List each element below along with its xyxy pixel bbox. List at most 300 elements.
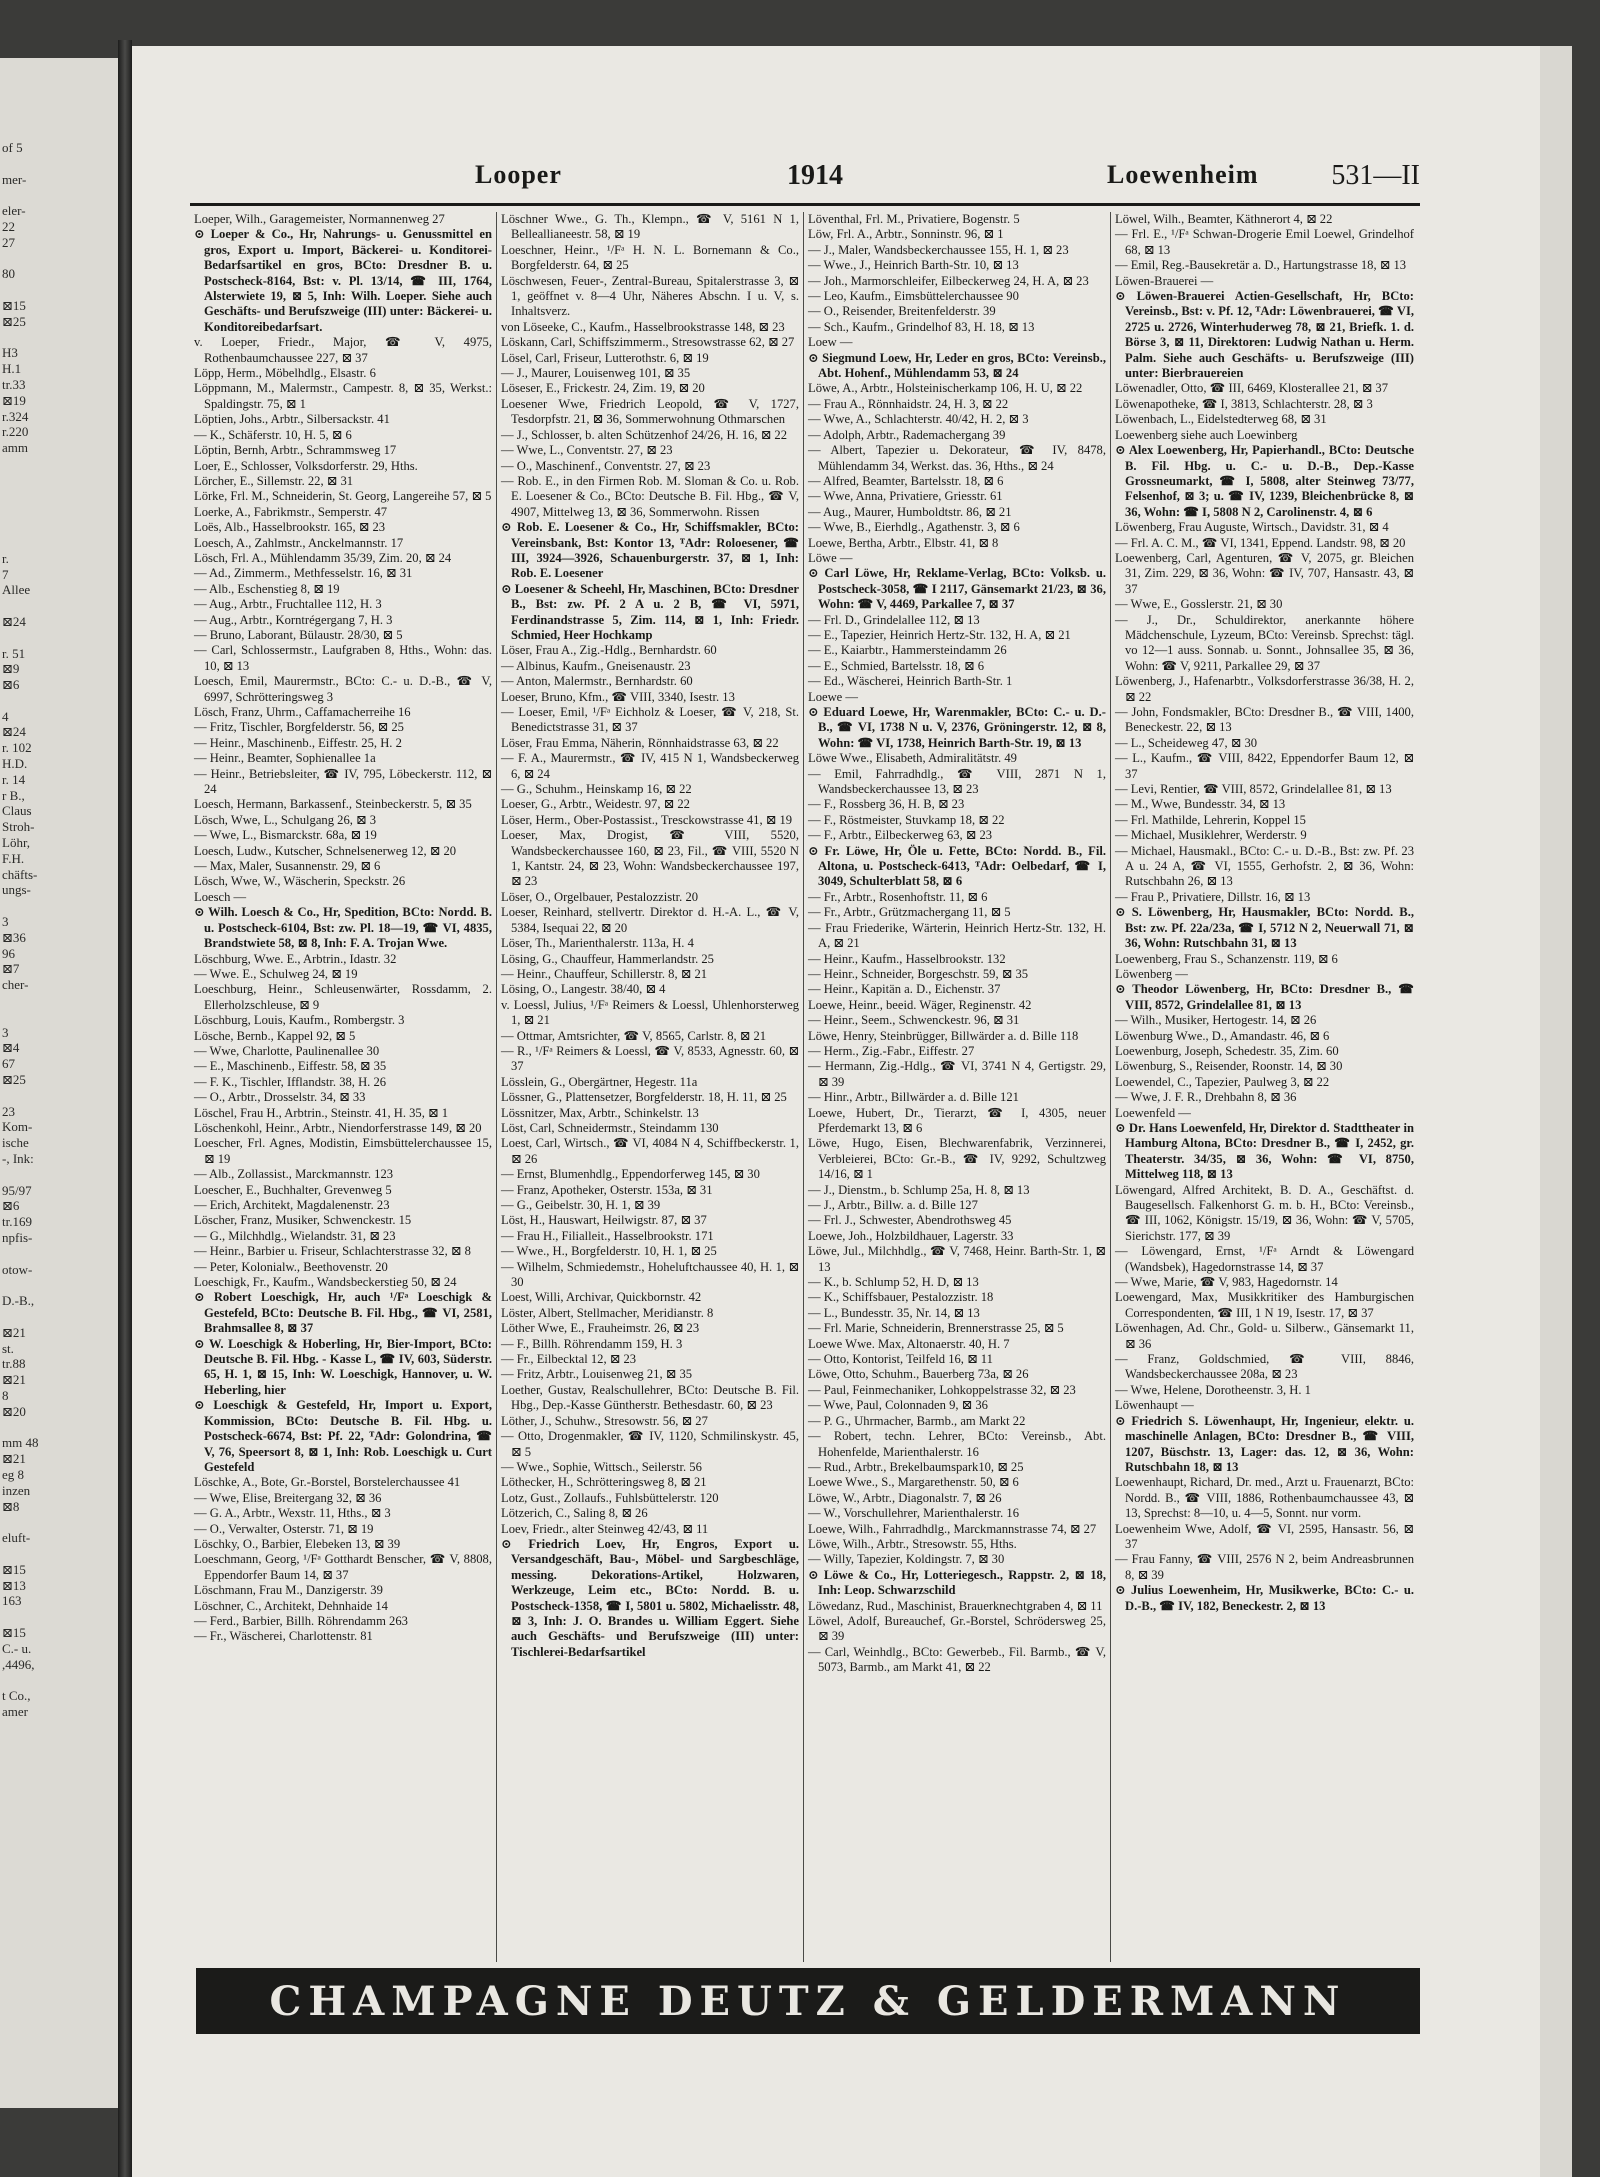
facing-page-line: r. 51	[2, 645, 26, 661]
directory-entry: Löwel, Adolf, Bureauchef, Gr.-Borstel, Schrödersweg 25, ⊠ 39	[808, 1613, 1106, 1644]
directory-entry: Löser, Frau Emma, Näherin, Rönnhaidstrasse 63, ⊠ 22	[501, 735, 779, 750]
directory-entry: — K., Schiffsbauer, Pestalozzistr. 18	[808, 1290, 994, 1305]
facing-page-line: of 5	[2, 140, 23, 155]
facing-page-line: 3	[2, 1024, 9, 1040]
facing-page-line: Löhr,	[2, 835, 30, 851]
directory-entry: ⊙ Eduard Loewe, Hr, Warenmakler, BCto: C.- u. D.-B., ☎ VI, 1738 N u. V, 2376, Gröningerstr. 12, ⊠ 8, Wohn: ☎ VI, 1738, Heinrich Barth-Str. 19, ⊠ 13	[808, 705, 1106, 750]
directory-entry: — Emil, Reg.-Bausekretär a. D., Hartungstrasse 18, ⊠ 13	[1115, 258, 1407, 273]
facing-page-line	[2, 630, 118, 646]
directory-entry: ⊙ Robert Loeschigk, Hr, auch ¹/Fᵃ Loeschigk & Gestefeld, BCto: Deutsche B. Fil. Hbg., ☎ VI, 2581, Brahmsallee 8, ⊠ 37	[194, 1290, 492, 1336]
directory-entry: — Wwe., H., Borgfelderstr. 10, H. 1, ⊠ 25	[501, 1244, 717, 1259]
directory-entry: Löwe, Jul., Milchhdlg., ☎ V, 7468, Heinr. Barth-Str. 1, ⊠ 13	[808, 1244, 1106, 1274]
facing-page-line: ⊠24	[2, 724, 26, 740]
facing-page-line: ⊠6	[2, 1198, 20, 1214]
directory-entry: — Frau Fanny, ☎ VIII, 2576 N 2, beim Andreasbrunnen 8, ⊠ 39	[1115, 1552, 1414, 1582]
directory-entry: — E., Kaiarbtr., Hammersteindamm 26	[808, 643, 1007, 658]
header-year: 1914	[787, 160, 843, 191]
directory-entry: Löser, Herm., Ober-Postassist., Tresckowstrasse 41, ⊠ 19	[501, 812, 793, 827]
directory-entry: — Loeser, Emil, ¹/Fᵃ Eichholz & Loeser, ☎ V, 218, St. Benedictstrasse 31, ⊠ 37	[501, 705, 799, 735]
directory-entry: — Joh., Marmorschleifer, Eilbeckerweg 24, H. A, ⊠ 23	[808, 273, 1089, 288]
directory-entry: — Heinr., Seem., Schwenckestr. 96, ⊠ 31	[808, 1013, 1020, 1028]
facing-page-line: -, Ink:	[2, 1151, 34, 1166]
directory-entry: — Hermann, Zig.-Hdlg., ☎ VI, 3741 N 4, Gertigstr. 29, ⊠ 39	[808, 1059, 1106, 1089]
directory-entry: Lösche, Bernb., Kappel 92, ⊠ 5	[194, 1028, 356, 1043]
directory-entry: ⊙ Löwen-Brauerei Actien-Gesellschaft, Hr, BCto: Vereinsb., Bst: v. Pf. 12, ᵀAdr: Löwenbrauerei, ☎ VI, 2725 u. 2726, Winterhuderweg 78, ⊠ 21, Briefk. 1. d. Börse 3, ⊠ 11, Direktoren: Ludwig Nathan u. Herm. Palm. Siehe auch Geschäfts- u. Berufszweige (III) unter: Bierbrauereien	[1115, 289, 1414, 381]
directory-entry: — F., Arbtr., Eilbeckerweg 63, ⊠ 23	[808, 828, 993, 843]
directory-entry: Löst, Carl, Schneidermstr., Steindamm 130	[501, 1120, 719, 1135]
facing-page-line: ische	[2, 1135, 29, 1151]
directory-entry: Löser, Frau A., Zig.-Hdlg., Bernhardstr. 60	[501, 643, 717, 658]
directory-entry: — Fr., Arbtr., Rosenhoftstr. 11, ⊠ 6	[808, 889, 988, 904]
directory-entry: von Löseeke, C., Kaufm., Hasselbrookstrasse 148, ⊠ 23	[501, 319, 785, 334]
page-edge	[1540, 46, 1572, 2177]
facing-page-line: 7	[2, 566, 9, 582]
directory-entry: Loewenheim Wwe, Adolf, ☎ VI, 2595, Hansastr. 56, ⊠ 37	[1115, 1521, 1414, 1551]
directory-entry: Loewenfeld —	[1115, 1105, 1191, 1120]
header-rule	[190, 203, 1420, 206]
directory-entry: Loesch, Emil, Maurermstr., BCto: C.- u. D.-B., ☎ V, 6997, Schrötteringsweg 3	[194, 674, 492, 704]
column-1	[190, 212, 497, 1962]
directory-entry: Loesch, Ludw., Kutscher, Schnelsenerweg 12, ⊠ 20	[194, 843, 457, 858]
directory-entry: Löptin, Bernh, Arbtr., Schrammsweg 17	[194, 443, 397, 458]
column-2	[497, 212, 804, 1962]
directory-entry: Löwe, Hugo, Eisen, Blechwarenfabrik, Verzinnerei, Verbleierei, BCto: Gr.-B., ☎ IV, 9292, Schultzweg 14/16, ⊠ 1	[808, 1136, 1106, 1182]
facing-page-line: ⊠8	[2, 1498, 20, 1514]
directory-entry: — Fr., Eilbecktal 12, ⊠ 23	[501, 1352, 637, 1367]
directory-entry: — Albinus, Kaufm., Gneisenaustr. 23	[501, 658, 691, 673]
directory-entry: Loerke, A., Fabrikmstr., Semperstr. 47	[194, 504, 388, 519]
directory-entry: — Wilh., Musiker, Hertogestr. 14, ⊠ 26	[1115, 1013, 1317, 1028]
directory-entry: Löwe, Wilh., Arbtr., Stresowstr. 55, Hths.	[808, 1536, 1017, 1551]
directory-entry: — Franz, Goldschmied, ☎ VIII, 8846, Wandsbeckerchaussee 208a, ⊠ 23	[1115, 1352, 1414, 1382]
directory-entry: — L., Scheideweg 47, ⊠ 30	[1115, 735, 1258, 750]
facing-page-text	[0, 58, 118, 1720]
directory-entry: ⊙ Rob. E. Loesener & Co., Hr, Schiffsmakler, BCto: Vereinsbank, Bst: Kontor 13, ᵀAdr: Roloesener, ☎ III, 3924—3926, Schauenburgerstr. 37, ⊠ 1, Inh: Rob. E. Loesener	[501, 520, 799, 581]
facing-page-line: mer-	[2, 171, 27, 187]
directory-entry: — G. A., Arbtr., Wexstr. 11, Hths., ⊠ 3	[194, 1506, 391, 1521]
facing-page-line: 80	[2, 266, 15, 282]
directory-entry: — Aug., Arbtr., Korntrégergang 7, H. 3	[194, 612, 393, 627]
directory-entry: Löwenhagen, Ad. Chr., Gold- u. Silberw., Gänsemarkt 11, ⊠ 36	[1115, 1321, 1414, 1351]
facing-page-line	[2, 1546, 118, 1562]
directory-entry: — Aug., Arbtr., Fruchtallee 112, H. 3	[194, 597, 382, 612]
directory-entry: — Frl. Marie, Schneiderin, Brennerstrasse 25, ⊠ 5	[808, 1321, 1064, 1336]
facing-page-line: ⊠15	[2, 1624, 26, 1640]
facing-page-line	[2, 156, 118, 172]
directory-entry: ⊙ Loesener & Scheehl, Hr, Maschinen, BCto: Dresdner B., Bst: zw. Pf. 2 A u. 2 B, ☎ VI, 5971, Ferdinandstrasse 5, Zim. 114, ⊠ 1, Inh: Friedr. Schmied, Heer Hochkamp	[501, 581, 799, 642]
directory-entry: — K., Schäferstr. 10, H. 5, ⊠ 6	[194, 427, 352, 442]
directory-entry: — Max, Maler, Susannenstr. 29, ⊠ 6	[194, 859, 381, 874]
facing-page-line: ⊠25	[2, 1072, 26, 1088]
column-3	[804, 212, 1111, 1962]
facing-page-line	[2, 1009, 118, 1025]
directory-entry: ⊙ Fr. Löwe, Hr, Öle u. Fette, BCto: Nordd. B., Fil. Altona, u. Postscheck-6413, ᵀAdr: Oelbedarf, ☎ I, 3049, Schulterblatt 58, ⊠ 6	[808, 843, 1106, 889]
directory-entry: — Michael, Musiklehrer, Werderstr. 9	[1115, 828, 1307, 843]
directory-entry: Loeser, Bruno, Kfm., ☎ VIII, 3340, Isestr. 13	[501, 689, 735, 704]
directory-entry: — F. K., Tischler, Ifflandstr. 38, H. 26	[194, 1074, 387, 1089]
directory-entry: — Ad., Zimmerm., Methfesselstr. 16, ⊠ 31	[194, 566, 413, 581]
directory-entry: — J., Maurer, Louisenweg 101, ⊠ 35	[501, 366, 691, 381]
directory-entry: Lösing, G., Chauffeur, Hammerlandstr. 25	[501, 951, 714, 966]
facing-page-line: chäfts-	[2, 866, 38, 882]
directory-entry: Löwedanz, Rud., Maschinist, Brauerknechtgraben 4, ⊠ 11	[808, 1598, 1103, 1613]
directory-entry: — G., Geibelstr. 30, H. 1, ⊠ 39	[501, 1198, 661, 1212]
directory-entry: Löster, Albert, Stellmacher, Meridianstr. 8	[501, 1305, 714, 1320]
directory-entry: Löther Wwe, E., Frauheimstr. 26, ⊠ 23	[501, 1321, 700, 1336]
page-number: 531—II	[1331, 160, 1420, 191]
directory-columns	[190, 212, 1420, 1962]
facing-page-line: ⊠20	[2, 1403, 26, 1419]
directory-entry: — Heinr., Schneider, Borgeschstr. 59, ⊠ 35	[808, 966, 1029, 981]
directory-entry: — Sch., Kaufm., Grindelhof 83, H. 18, ⊠ 13	[808, 319, 1035, 334]
facing-page-line	[2, 1609, 118, 1625]
directory-entry: Loeper, Wilh., Garagemeister, Normannenweg 27	[194, 212, 445, 226]
directory-entry: — Ed., Wäscherei, Heinrich Barth-Str. 1	[808, 674, 1013, 689]
directory-entry: ⊙ Friedrich S. Löwenhaupt, Hr, Ingenieur, elektr. u. maschinelle Anlagen, BCto: Dresdner B., ☎ VIII, 1207, Büschstr. 13, Lager: das. 12, ⊠ 36, Wohn: Rutschbahn 18, ⊠ 13	[1115, 1413, 1414, 1474]
directory-entry: — Wwe, B., Eierhdlg., Agathenstr. 3, ⊠ 6	[808, 520, 1020, 535]
directory-entry: Loës, Alb., Hasselbrookstr. 165, ⊠ 23	[194, 520, 386, 535]
facing-page-line: F.H.	[2, 850, 25, 866]
facing-page-line: eler-	[2, 203, 26, 219]
facing-page-line: ⊠21	[2, 1324, 26, 1340]
directory-entry: Lössnitzer, Max, Arbtr., Schinkelstr. 13	[501, 1105, 699, 1120]
directory-entry: Lörke, Frl. M., Schneiderin, St. Georg, Langereihe 57, ⊠ 5	[194, 489, 492, 504]
directory-entry: Löscher, Franz, Musiker, Schwenckestr. 15	[194, 1213, 412, 1228]
directory-entry: Löwengard, Alfred Architekt, B. D. A., Geschäftst. d. Baugesellsch. Falkenhorst G. m. b. H., BCto: Vereinsb., ☎ III, 1062, Königstr. 15/19, ⊠ 36, Wohn: ☎ V, 5705, Sierichstr. 177, ⊠ 39	[1115, 1182, 1414, 1243]
facing-page-line: Allee	[2, 582, 31, 598]
directory-entry: ⊙ Siegmund Loew, Hr, Leder en gros, BCto: Vereinsb., Abt. Hohenf., Mühlendamm 53, ⊠ 24	[808, 350, 1106, 381]
directory-entry: Löser, O., Orgelbauer, Pestalozzistr. 20	[501, 889, 699, 904]
directory-entry: — P. G., Uhrmacher, Barmb., am Markt 22	[808, 1413, 1026, 1428]
facing-page-line	[2, 1246, 118, 1262]
directory-entry: — Leo, Kaufm., Eimsbüttelerchaussee 90	[808, 289, 1019, 304]
directory-entry: — Aug., Maurer, Humboldtstr. 86, ⊠ 21	[808, 504, 1012, 519]
directory-entry: — Franz, Apotheker, Osterstr. 153a, ⊠ 31	[501, 1182, 713, 1197]
directory-entry: — Frau P., Privatiere, Dillstr. 16, ⊠ 13	[1115, 889, 1311, 904]
directory-entry: Löwe —	[808, 550, 853, 565]
directory-entry: v. Loessl, Julius, ¹/Fᵃ Reimers & Loessl, Uhlenhorsterweg 1, ⊠ 21	[501, 997, 799, 1028]
directory-entry: — Alb., Eschenstieg 8, ⊠ 19	[194, 581, 340, 596]
directory-entry: — Fr., Wäscherei, Charlottenstr. 81	[194, 1629, 373, 1644]
directory-entry: Löst, H., Hauswart, Heilwigstr. 87, ⊠ 37	[501, 1213, 707, 1228]
directory-entry: Loewe, Joh., Holzbildhauer, Lagerstr. 33	[808, 1228, 1014, 1243]
directory-entry: — Frl. D., Grindelallee 112, ⊠ 13	[808, 612, 980, 627]
directory-entry: — Fr., Arbtr., Grützmachergang 11, ⊠ 5	[808, 905, 1011, 920]
directory-entry: — Frau Friederike, Wärterin, Heinrich Hertz-Str. 132, H. A, ⊠ 21	[808, 920, 1106, 951]
directory-entry: Löschburg, Wwe. E., Arbtrin., Idastr. 32	[194, 951, 397, 966]
facing-page-line: ,4496,	[2, 1656, 35, 1672]
directory-entry: Löwenburg Wwe., D., Amandastr. 46, ⊠ 6	[1115, 1028, 1330, 1043]
directory-entry: ⊙ Loeschigk & Gestefeld, Hr, Import u. Export, Kommission, BCto: Deutsche B. Fil. Hbg. u. Postscheck-6674, Bst: Pf. 22, ᵀAdr: Golondrina, ☎ V, 76, Speersort 8, ⊠ 1, Inh: Rob. Loeschigk u. Curt Gestefeld	[194, 1398, 492, 1474]
directory-entry: — Wwe, Elise, Breitergang 32, ⊠ 36	[194, 1490, 382, 1505]
facing-page-line: ⊠19	[2, 392, 26, 408]
facing-page-line: ⊠4	[2, 1040, 20, 1056]
facing-page-line: r B.,	[2, 787, 25, 803]
directory-entry: — Heinr., Betriebsleiter, ☎ IV, 795, Löbeckerstr. 112, ⊠ 24	[194, 766, 492, 797]
directory-entry: — Willy, Tapezier, Koldingstr. 7, ⊠ 30	[808, 1552, 1005, 1567]
directory-entry: Lösing, O., Langestr. 38/40, ⊠ 4	[501, 982, 666, 997]
directory-entry: — Frl. A. C. M., ☎ VI, 1341, Eppend. Landstr. 98, ⊠ 20	[1115, 535, 1406, 550]
directory-entry: Loest, Carl, Wirtsch., ☎ VI, 4084 N 4, Schiffbeckerstr. 1, ⊠ 26	[501, 1136, 799, 1166]
directory-entry: — L., Bundesstr. 35, Nr. 14, ⊠ 13	[808, 1305, 980, 1320]
facing-page-line	[2, 1277, 118, 1293]
directory-entry: Loewendel, C., Tapezier, Paulweg 3, ⊠ 22	[1115, 1074, 1330, 1089]
directory-entry: — Heinr., Barbier u. Friseur, Schlachterstrasse 32, ⊠ 8	[194, 1244, 471, 1259]
facing-page-line	[2, 251, 118, 267]
facing-page-line	[2, 1088, 118, 1104]
directory-entry: Löwenberg, J., Hafenarbtr., Volksdorferstrasse 36/38, H. 2, ⊠ 22	[1115, 674, 1414, 704]
facing-page-line	[2, 598, 118, 614]
directory-entry: — Wwe, Charlotte, Paulinenallee 30	[194, 1043, 380, 1058]
facing-page-line: Kom-	[2, 1119, 33, 1135]
directory-entry: — Wwe, Marie, ☎ V, 983, Hagedornstr. 14	[1115, 1275, 1338, 1290]
facing-page-line	[2, 1309, 118, 1325]
directory-entry: Loesch, A., Zahlmstr., Anckelmannstr. 17	[194, 535, 404, 550]
directory-entry: Loesch, Hermann, Barkassenf., Steinbeckerstr. 5, ⊠ 35	[194, 797, 472, 812]
directory-entry: — Emil, Fahrradhdlg., ☎ VIII, 2871 N 1, Wandsbeckerchaussee 13, ⊠ 23	[808, 766, 1106, 797]
directory-entry: — Löwengard, Ernst, ¹/Fᵃ Arndt & Löwengard (Wandsbek), Hagedornstrasse 14, ⊠ 37	[1115, 1244, 1414, 1274]
directory-entry: — J., Arbtr., Billw. a. d. Bille 127	[808, 1198, 978, 1212]
directory-entry: — Carl, Weinhdlg., BCto: Gewerbeb., Fil. Barmb., ☎ V, 5073, Barmb., am Markt 41, ⊠ 22	[808, 1644, 1106, 1675]
directory-entry: — M., Wwe, Bundesstr. 34, ⊠ 13	[1115, 797, 1286, 812]
directory-entry: — J., Dr., Schuldirektor, anerkannte höhere Mädchenschule, Lyzeum, BCto: Vereinsb. Sprechst: tägl. vo 12—1 auss. Sonnab. u. Sonnt., Johnsallee 35, ⊠ 36, Wohn: ☎ V, 9211, Parkallee 29, ⊠ 37	[1115, 612, 1414, 673]
facing-page-line: 4	[2, 708, 9, 724]
directory-entry: ⊙ Theodor Löwenberg, Hr, BCto: Dresdner B., ☎ VIII, 8572, Grindelallee 81, ⊠ 13	[1115, 982, 1414, 1012]
directory-entry: — Paul, Feinmechaniker, Lohkoppelstrasse 32, ⊠ 23	[808, 1382, 1076, 1397]
directory-entry: Loeschburg, Heinr., Schleusenwärter, Rossdamm, 2. Ellerholzschleuse, ⊠ 9	[194, 982, 492, 1012]
facing-page-line: r.324	[2, 408, 29, 424]
directory-entry: — Wwe. E., Schulweg 24, ⊠ 19	[194, 966, 358, 981]
directory-entry: ⊙ Löwe & Co., Hr, Lotteriegesch., Rappstr. 2, ⊠ 18, Inh: Leop. Schwarzschild	[808, 1567, 1106, 1598]
facing-page-line: H.1	[2, 361, 22, 377]
directory-entry: — Otto, Kontorist, Teilfeld 16, ⊠ 11	[808, 1352, 993, 1367]
directory-entry: — Rob. E., in den Firmen Rob. M. Sloman & Co. u. Rob. E. Loesener & Co., BCto: Deutsche B. Fil. Hbg., ☎ V, 4907, Mittelweg 13, ⊠ 36, Sommerwohn. Rissen	[501, 473, 799, 519]
facing-page-line: t Co.,	[2, 1688, 31, 1704]
facing-page-line	[2, 488, 118, 504]
facing-page-line: 96	[2, 945, 15, 961]
directory-entry: — Wwe, A., Schlachterstr. 40/42, H. 2, ⊠ 3	[808, 412, 1029, 427]
directory-entry: — Erich, Architekt, Magdalenenstr. 23	[194, 1198, 390, 1212]
facing-page-line: ⊠21	[2, 1451, 26, 1467]
directory-entry: Löwenburg, S., Reisender, Roonstr. 14, ⊠ 30	[1115, 1059, 1343, 1074]
directory-entry: Loewe —	[808, 689, 859, 704]
facing-page-line	[2, 535, 118, 551]
directory-entry: Löwe, W., Arbtr., Diagonalstr. 7, ⊠ 26	[808, 1490, 1002, 1505]
directory-entry: — Wilhelm, Schmiedemstr., Hoheluftchaussee 40, H. 1, ⊠ 30	[501, 1259, 799, 1290]
facing-page-line	[2, 456, 118, 472]
facing-page-line	[2, 1514, 118, 1530]
directory-entry: Loewe Wwe., S., Margarethenstr. 50, ⊠ 6	[808, 1475, 1019, 1490]
directory-entry: — John, Fondsmakler, BCto: Dresdner B., ☎ VIII, 1400, Beneckestr. 22, ⊠ 13	[1115, 705, 1414, 735]
facing-page-line: ⊠24	[2, 613, 26, 629]
directory-entry: Lösel, Carl, Friseur, Lutterothstr. 6, ⊠ 19	[501, 350, 709, 365]
directory-entry: — G., Milchhdlg., Wielandstr. 31, ⊠ 23	[194, 1228, 396, 1243]
directory-entry: Löwenhaupt —	[1115, 1398, 1194, 1413]
facing-page-line: ⊠15	[2, 297, 26, 313]
facing-page-line: 27	[2, 234, 15, 250]
directory-entry: Loether, Gustav, Realschullehrer, BCto: Deutsche B. Fil. Hbg., Dep.-Kasse Güntherstr. Bethesdastr. 60, ⊠ 23	[501, 1382, 799, 1413]
directory-entry: Loeser, Reinhard, stellvertr. Direktor d. H.-A. L., ☎ V, 5384, Isequai 22, ⊠ 20	[501, 905, 799, 935]
directory-entry: — Wwe, E., Gosslerstr. 21, ⊠ 30	[1115, 597, 1283, 612]
directory-entry: — R., ¹/Fᵃ Reimers & Loessl, ☎ V, 8533, Agnesstr. 60, ⊠ 37	[501, 1043, 799, 1074]
directory-entry: — Anton, Malermstr., Bernhardstr. 60	[501, 674, 693, 689]
directory-entry: — Frau H., Filialleit., Hasselbrookstr. 171	[501, 1228, 714, 1243]
directory-entry: Loeschner, Heinr., ¹/Fᵃ H. N. L. Bornemann & Co., Borgfelderstr. 64, ⊠ 25	[501, 242, 799, 273]
directory-entry: Lösch, Frl. A., Mühlendamm 35/39, Zim. 20, ⊠ 24	[194, 550, 452, 565]
directory-entry: — Heinr., Kapitän a. D., Eichenstr. 37	[808, 982, 1001, 997]
facing-page-line: 95/97	[2, 1182, 32, 1198]
directory-entry: — Wwe, Anna, Privatiere, Griesstr. 61	[808, 489, 1003, 504]
facing-page-line: npfis-	[2, 1229, 33, 1245]
directory-entry: — Levi, Rentier, ☎ VIII, 8572, Grindelallee 81, ⊠ 13	[1115, 782, 1392, 797]
facing-page-line	[2, 1167, 118, 1183]
directory-entry: ⊙ S. Löwenberg, Hr, Hausmakler, BCto: Nordd. B., Bst: zw. Pf. 22a/23a, ☎ I, 5712 N 2, Neuerwall 71, ⊠ 36, Wohn: Rutschbahn 31, ⊠ 13	[1115, 905, 1414, 951]
directory-entry: — Heinr., Kaufm., Hasselbrookstr. 132	[808, 951, 1006, 966]
directory-entry: — Fritz, Tischler, Borgfelderstr. 56, ⊠ 25	[194, 720, 404, 735]
directory-entry: — Carl, Schlossermstr., Laufgraben 8, Hths., Wohn: das. 10, ⊠ 13	[194, 643, 492, 673]
directory-entry: — Hinr., Arbtr., Billwärder a. d. Bille 121	[808, 1090, 1019, 1105]
directory-entry: — Rud., Arbtr., Brekelbaumspark10, ⊠ 25	[808, 1459, 1024, 1474]
directory-entry: Loev, Friedr., alter Steinweg 42/43, ⊠ 11	[501, 1521, 709, 1536]
directory-entry: — F. A., Maurermstr., ☎ IV, 415 N 1, Wandsbeckerweg 6, ⊠ 24	[501, 751, 799, 781]
directory-entry: Loewenberg siehe auch Loewinberg	[1115, 427, 1298, 442]
directory-entry: — F., Röstmeister, Stuvkamp 18, ⊠ 22	[808, 812, 1005, 827]
directory-entry: — Robert, techn. Lehrer, BCto: Vereinsb., Abt. Hohenfelde, Marienthalerstr. 16	[808, 1429, 1106, 1459]
directory-entry: — Albert, Tapezier u. Dekorateur, ☎ IV, 8478, Mühlendamm 34, Werkst. das. 36, Hths., ⊠ 24	[808, 443, 1106, 473]
directory-entry: Löwenapotheke, ☎ I, 3813, Schlachterstr. 28, ⊠ 3	[1115, 396, 1373, 411]
directory-entry: ⊙ Alex Loewenberg, Hr, Papierhandl., BCto: Deutsche B. Fil. Hbg. u. C.- u. D.-B., Dep.-Kasse Grossneumarkt, ☎ I, 5808, alter Steinweg 73/77, Felsenhof, ⊠ 3; u. ☎ IV, 1239, Bleichenbrücke 8, ⊠ 36, Wohn: ☎ I, 5808 N 2, Carolinenstr. 4, ⊠ 6	[1115, 443, 1414, 519]
directory-entry: Lösch, Wwe, W., Wäscherin, Speckstr. 26	[194, 874, 406, 889]
facing-page-line	[2, 503, 118, 519]
directory-entry: — Wwe, J. F. R., Drehbahn 8, ⊠ 36	[1115, 1090, 1297, 1105]
facing-page-line	[2, 898, 118, 914]
facing-page-line: ⊠7	[2, 961, 20, 977]
directory-entry: ⊙ Carl Löwe, Hr, Reklame-Verlag, BCto: Volksb. u. Postscheck-3058, ☎ I 2117, Gänsemarkt 21/23, ⊠ 36, Wohn: ☎ V, 4469, Parkallee 7, ⊠ 37	[808, 566, 1106, 612]
facing-page-line: r.	[2, 550, 9, 566]
directory-entry: Löwe, A., Arbtr., Holsteinischerkamp 106, H. U, ⊠ 22	[808, 381, 1083, 396]
facing-page-line: r. 14	[2, 771, 26, 787]
facing-page-line	[2, 330, 118, 346]
directory-entry: Lösch, Wwe, L., Schulgang 26, ⊠ 3	[194, 812, 377, 827]
facing-page-line: amm	[2, 440, 28, 456]
facing-page-line	[2, 519, 118, 535]
directory-entry: Lotz, Gust., Zollaufs., Fuhlsbüttelerstr. 120	[501, 1490, 719, 1505]
directory-entry: Löwenberg —	[1115, 966, 1188, 981]
facing-page-line: st.	[2, 1340, 14, 1356]
directory-entry: v. Loeper, Friedr., Major, ☎ V, 4975, Rothenbaumchaussee 227, ⊠ 37	[194, 335, 492, 365]
directory-entry: Löw, Frl. A., Arbtr., Sonninstr. 96, ⊠ 1	[808, 227, 1004, 242]
directory-entry: — W., Vorschullehrer, Marienthalerstr. 16	[808, 1506, 1019, 1521]
directory-entry: Loesch —	[194, 889, 247, 904]
facing-page-line: D.-B.,	[2, 1293, 35, 1309]
directory-entry: — F., Rossberg 36, H. B, ⊠ 23	[808, 797, 965, 812]
facing-page-line	[2, 187, 118, 203]
directory-entry: — Wwe., Sophie, Wittsch., Seilerstr. 56	[501, 1459, 702, 1474]
directory-entry: Lössner, G., Plattensetzer, Borgfelderstr. 18, H. 11, ⊠ 25	[501, 1090, 787, 1105]
directory-entry: Löwen-Brauerei —	[1115, 273, 1214, 288]
directory-entry: Löschner Wwe., G. Th., Klempn., ☎ V, 5161 N 1, Belleallianeestr. 58, ⊠ 19	[501, 212, 799, 242]
directory-entry: — Heinr., Maschinenb., Eiffestr. 25, H. 2	[194, 735, 402, 750]
directory-entry: Loewe, Bertha, Arbtr., Elbstr. 41, ⊠ 8	[808, 535, 999, 550]
directory-entry: Löptien, Johs., Arbtr., Silbersackstr. 41	[194, 412, 390, 427]
column-4	[1111, 212, 1418, 1962]
directory-entry: — J., Dienstm., b. Schlump 25a, H. 8, ⊠ 13	[808, 1182, 1030, 1197]
facing-page-line: ⊠6	[2, 677, 20, 693]
directory-entry: Loeschmann, Georg, ¹/Fᵃ Gotthardt Benscher, ☎ V, 8808, Eppendorfer Baum 14, ⊠ 37	[194, 1552, 492, 1582]
facing-page-line: tr.88	[2, 1356, 26, 1372]
directory-entry: ⊙ Wilh. Loesch & Co., Hr, Spedition, BCto: Nordd. B. u. Postscheck-6104, Bst: zw. Pl. 18—19, ☎ VI, 4835, Brandstwiete 58, ⊠ 8, Inh: F. A. Trojan Wwe.	[194, 905, 492, 951]
directory-entry: Löschner, C., Architekt, Dehnhaide 14	[194, 1598, 388, 1613]
directory-entry: Loest, Willi, Archivar, Quickbornstr. 42	[501, 1290, 702, 1305]
directory-entry: Loewenhaupt, Richard, Dr. med., Arzt u. Frauenarzt, BCto: Nordd. B., ☎ VIII, 1886, Rothenbaumchaussee 43, ⊠ 13, Sprechst: 8—10, u. 4—5, Sonnt. nur vorm.	[1115, 1475, 1414, 1521]
directory-entry: Loew —	[808, 335, 853, 350]
directory-entry: — Ottmar, Amtsrichter, ☎ V, 8565, Carlstr. 8, ⊠ 21	[501, 1028, 767, 1043]
directory-entry: — Alfred, Beamter, Bartelsstr. 18, ⊠ 6	[808, 473, 1004, 488]
directory-entry: Löschke, A., Bote, Gr.-Borstel, Borstelerchaussee 41	[194, 1475, 461, 1490]
directory-entry: Löskann, Carl, Schiffszimmerm., Stresowstrasse 62, ⊠ 27	[501, 335, 795, 350]
directory-entry: — K., b. Schlump 52, H. D, ⊠ 13	[808, 1275, 979, 1290]
directory-entry: ⊙ Friedrich Loev, Hr, Engros, Export u. Versandgeschäft, Bau-, Möbel- und Sargbeschläge, messing. Dekorations-Artikel, Holzwaren, Werkzeuge, Leim etc., BCto: Nordd. B. u. Postscheck-1358, ☎ I, 5801 u. 5802, Michaelisstr. 48, ⊠ 3, Inh: J. O. Brandes u. William Eggert. Siehe auch Geschäfts- und Berufszweige (III) unter: Tischlerei-Bedarfsartikel	[501, 1536, 799, 1659]
directory-entry: Loewenberg, Frau S., Schanzenstr. 119, ⊠ 6	[1115, 951, 1338, 966]
directory-entry: — Wwe, L., Bismarckstr. 68a, ⊠ 19	[194, 828, 377, 843]
directory-entry: Löschel, Frau H., Arbtrin., Steinstr. 41, H. 35, ⊠ 1	[194, 1105, 449, 1120]
directory-entry: Löwel, Wilh., Beamter, Käthnerort 4, ⊠ 22	[1115, 212, 1333, 226]
directory-entry: Loescher, Frl. Agnes, Modistin, Eimsbüttelerchaussee 15, ⊠ 19	[194, 1136, 492, 1166]
directory-entry: — O., Reisender, Breitenfelderstr. 39	[808, 304, 996, 319]
directory-entry: — Michael, Hausmakl., BCto: C.- u. D.-B., Bst: zw. Pf. 23 A u. 24 A, ☎ VI, 1555, Gerhofstr. 2, ⊠ 36, Wohn: Rutschbahn 26, ⊠ 13	[1115, 843, 1414, 889]
directory-entry: Löventhal, Frl. M., Privatiere, Bogenstr. 5	[808, 212, 1020, 226]
facing-page-line: cher-	[2, 977, 29, 993]
facing-page-line: mm 48	[2, 1435, 39, 1451]
facing-page-line: ungs-	[2, 882, 31, 898]
facing-page-line: ⊠15	[2, 1561, 26, 1577]
directory-entry: ⊙ W. Loeschigk & Hoberling, Hr, Bier-Import, BCto: Deutsche B. Fil. Hbg. - Kasse L, ☎ IV, 603, Süderstr. 65, H. 1, ⊠ 15, Inh: W. Loeschigk, Hannover, u. W. Heberling, hier	[194, 1336, 492, 1397]
directory-entry: Lörcher, E., Sillemstr. 22, ⊠ 31	[194, 473, 354, 488]
directory-entry: Loescher, E., Buchhalter, Grevenweg 5	[194, 1182, 392, 1197]
facing-page-line: Claus	[2, 803, 32, 819]
directory-entry: Loeser, Max, Drogist, ☎ VIII, 5520, Wandsbeckerchaussee 160, ⊠ 23, Fil., ☎ VIII, 5520 N 1, Kantstr. 24, ⊠ 23, Wohn: Wandsbeckerchaussee 197, ⊠ 23	[501, 828, 799, 889]
directory-entry: — L., Kaufm., ☎ VIII, 8422, Eppendorfer Baum 12, ⊠ 37	[1115, 751, 1414, 781]
book-gutter	[118, 40, 132, 2177]
directory-entry: Löschky, O., Barbier, Elebeken 13, ⊠ 39	[194, 1536, 401, 1551]
facing-page-line: otow-	[2, 1261, 33, 1277]
facing-page-line: H.D.	[2, 756, 28, 772]
directory-entry: Löwe, Henry, Steinbrügger, Billwärder a. d. Bille 118	[808, 1028, 1079, 1043]
facing-page-line: tr.33	[2, 376, 26, 392]
directory-entry: Löther, J., Schuhw., Stresowstr. 56, ⊠ 27	[501, 1413, 708, 1428]
facing-page-line: Stroh-	[2, 819, 35, 835]
directory-entry: Löpp, Herm., Möbelhdlg., Elsastr. 6	[194, 366, 376, 381]
directory-entry: — Adolph, Arbtr., Rademachergang 39	[808, 427, 1006, 442]
directory-entry: Löschmann, Frau M., Danzigerstr. 39	[194, 1583, 383, 1598]
directory-entry: — Heinr., Beamter, Sophienallee 1a	[194, 751, 376, 766]
header-last-entry: Loewenheim	[1107, 160, 1259, 189]
directory-entry: — Otto, Drogenmakler, ☎ IV, 1120, Schmilinskystr. 45, ⊠ 5	[501, 1429, 799, 1459]
directory-entry: ⊙ Loeper & Co., Hr, Nahrungs- u. Genussmittel en gros, Export u. Import, Bäckerei- u. Konditorei-Bedarfsartikel en gros, BCto: Dresdner B. u. Postscheck-8164, Bst: v. Pl. 13/14, ☎ III, 1764, Alsterwiete 19, ⊠ 5, Inh: Wilh. Loeper. Siehe auch Geschäfts- und Berufszweige (III) unter: Bäckerei- u. Konditoreibedarfsart.	[194, 227, 492, 334]
facing-page-line: r.220	[2, 424, 29, 440]
directory-entry: — Wwe, L., Conventstr. 27, ⊠ 23	[501, 443, 673, 458]
facing-page-line: ⊠25	[2, 313, 26, 329]
directory-entry: — O., Maschinenf., Conventstr. 27, ⊠ 23	[501, 458, 711, 473]
facing-page-line: ⊠21	[2, 1372, 26, 1388]
directory-entry: Löschburg, Louis, Kaufm., Rombergstr. 3	[194, 1013, 405, 1028]
directory-entry: Loewe, Wilh., Fahrradhdlg., Marckmannstrasse 74, ⊠ 27	[808, 1521, 1097, 1536]
directory-entry: Lösch, Franz, Uhrm., Caffamacherreihe 16	[194, 705, 411, 719]
advertisement-banner	[196, 1968, 1420, 2034]
facing-page-line: ⊠13	[2, 1577, 26, 1593]
facing-page-line: 23	[2, 1103, 15, 1119]
directory-entry: — Ferd., Barbier, Billh. Röhrendamm 263	[194, 1613, 408, 1628]
